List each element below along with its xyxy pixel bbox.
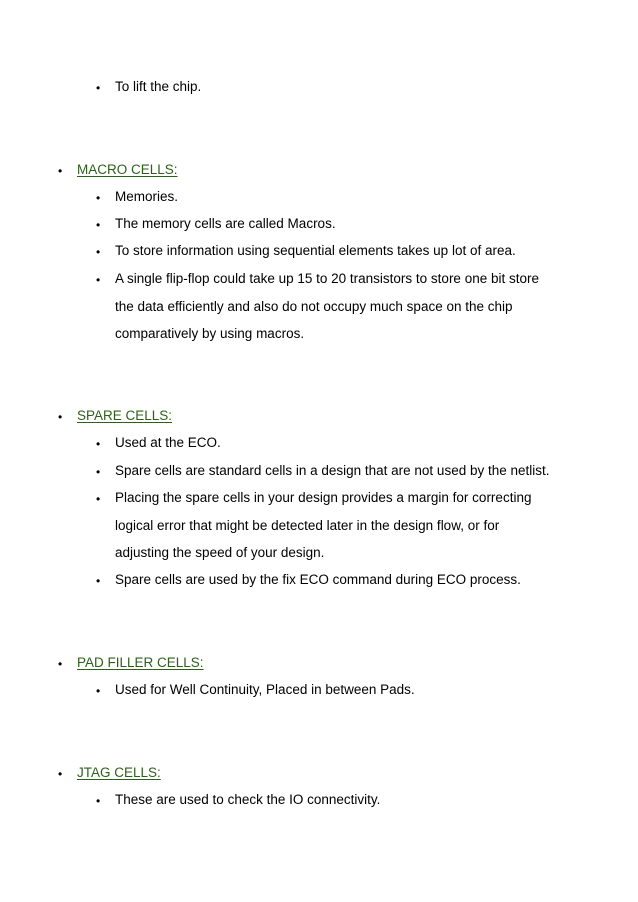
list-item-continuation: the data efficiently and also do not occupy much space on the chip [115,299,513,314]
bullet-icon: • [96,684,101,698]
list-item: To store information using sequential elements takes up lot of area. [115,243,516,258]
bullet-icon: • [96,81,101,95]
bullet-icon: • [96,465,101,479]
list-item-continuation: logical error that might be detected later in the design flow, or for [115,518,500,533]
bullet-icon: • [96,794,101,808]
list-item: Placing the spare cells in your design provides a margin for correcting [115,490,532,505]
list-item: Memories. [115,189,179,204]
bullet-icon: • [96,245,101,259]
section-heading-spare-cells: SPARE CELLS: [77,408,173,423]
list-item: Used at the ECO. [115,435,221,450]
section-heading-jtag-cells: JTAG CELLS: [77,765,161,780]
bullet-icon: • [96,191,101,205]
section-heading-pad-filler-cells: PAD FILLER CELLS: [77,655,204,670]
list-item-continuation: comparatively by using macros. [115,326,305,341]
list-item: Spare cells are standard cells in a design that are not used by the netlist. [115,463,550,478]
list-item: To lift the chip. [115,79,202,94]
bullet-icon: • [96,492,101,506]
section-heading-macro-cells: MACRO CELLS: [77,162,178,177]
bullet-icon: • [58,410,63,424]
bullet-icon: • [96,574,101,588]
bullet-icon: • [96,437,101,451]
bullet-icon: • [96,218,101,232]
bullet-icon: • [96,273,101,287]
bullet-icon: • [58,767,63,781]
list-item: The memory cells are called Macros. [115,216,336,231]
list-item: Used for Well Continuity, Placed in between Pads. [115,682,415,697]
list-item: Spare cells are used by the fix ECO command during ECO process. [115,572,521,587]
list-item-continuation: adjusting the speed of your design. [115,545,325,560]
list-item: These are used to check the IO connectivity. [115,792,381,807]
list-item: A single flip-flop could take up 15 to 20 transistors to store one bit store [115,271,539,286]
bullet-icon: • [58,657,63,671]
bullet-icon: • [58,164,63,178]
